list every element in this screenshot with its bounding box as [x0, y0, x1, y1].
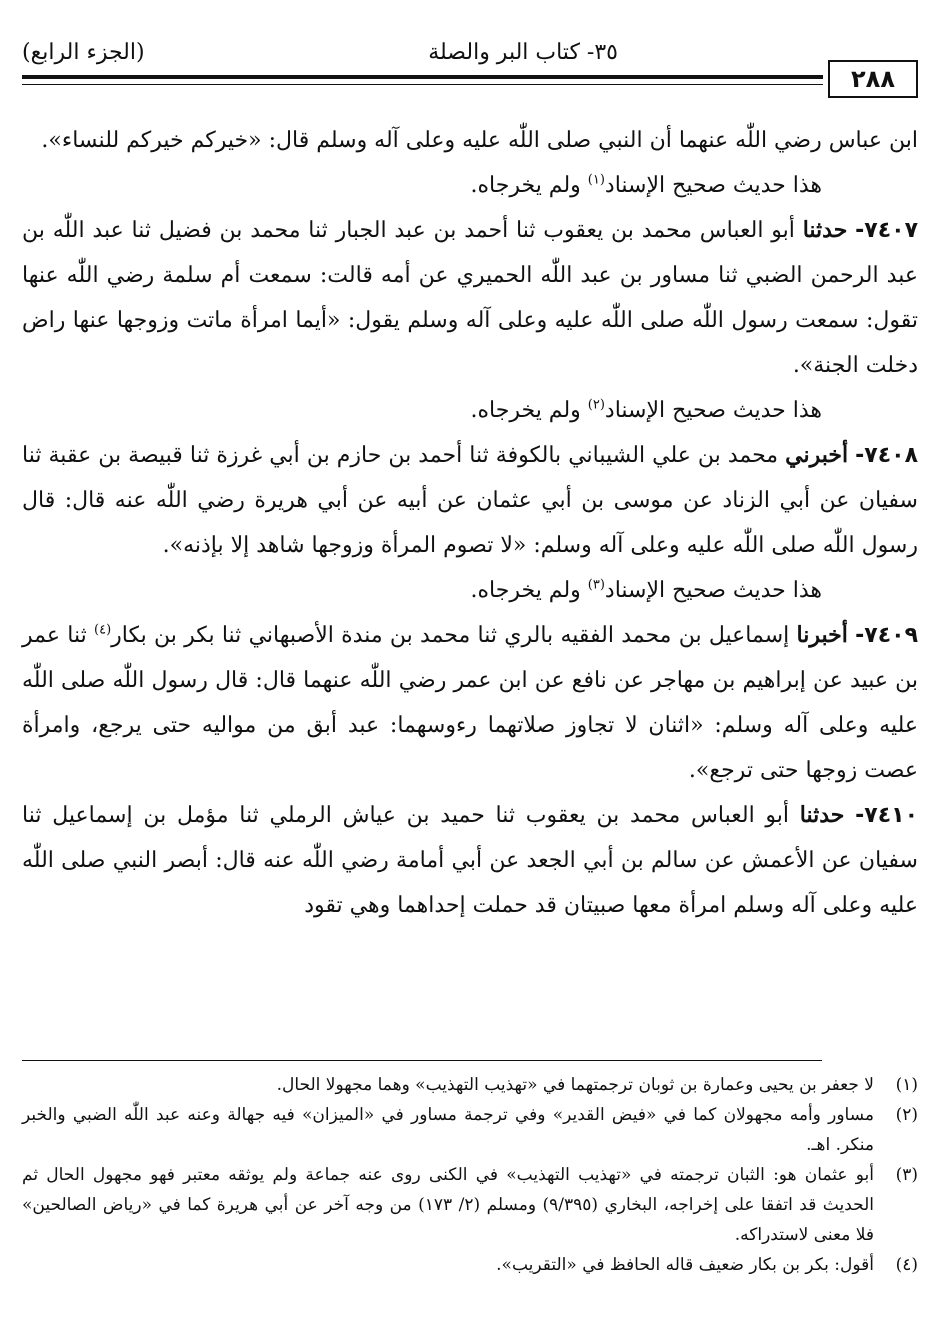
- narration-keyword: حدثنا: [802, 217, 848, 243]
- footnote-marker: (٤): [94, 622, 112, 638]
- hadith-number: ٧٤٠٨-: [855, 443, 918, 468]
- volume-label: (الجزء الرابع): [22, 40, 145, 65]
- hadith-entry: [22, 433, 918, 568]
- footnotes: [22, 1070, 918, 1280]
- running-header: [22, 40, 918, 70]
- paragraph: [22, 118, 918, 163]
- hadith-entry: [22, 208, 918, 388]
- footnote-number: (١): [895, 1075, 918, 1095]
- page-number: ٢٨٨: [828, 60, 918, 98]
- footnote-separator: [22, 1060, 822, 1061]
- hadith-number: ٧٤٠٧-: [855, 218, 918, 243]
- hadith-grading: [22, 568, 918, 613]
- narration-keyword: حدثنا: [799, 802, 845, 828]
- footnote-text: أقول: بكر بن بكار ضعيف قاله الحافظ في «التقريب».: [496, 1255, 874, 1275]
- hadith-text-continued: ثنا عمر بن عبيد عن إبراهيم بن مهاجر عن نافع عن ابن عمر رضي اللّٰه عنهما قال: قال رسول اللّٰه صلى اللّٰه عليه وعلى آله وسلم: «اثنان لا تجاوز صلاتهما رءوسهما: عبد أبق من مواليه حتى يرجع، وامرأة عصت زوجها حتى ترجع».: [22, 623, 918, 783]
- footnote-marker: (٢): [587, 397, 605, 413]
- footnote: [22, 1070, 918, 1100]
- hadith-number: ٧٤١٠-: [855, 803, 918, 828]
- footnote-number: (٤): [895, 1255, 918, 1275]
- hadith-entry: [22, 613, 918, 793]
- footnote: [22, 1100, 918, 1160]
- grading-tail: ولم يخرجاه.: [470, 173, 588, 198]
- hadith-text: محمد بن علي الشيباني بالكوفة ثنا أحمد بن حازم بن أبي غرزة ثنا قبيصة بن عقبة ثنا سفيان عن أبي الزناد عن موسى بن أبي عثمان عن أبيه عن أبي هريرة رضي اللّٰه عنه قال: قال رسول اللّٰه صلى اللّٰه عليه وعلى آله وسلم: «لا تصوم المرأة وزوجها شاهد إلا بإذنه».: [22, 443, 918, 558]
- footnote-text: أبو عثمان هو: الثبان ترجمته في «تهذيب التهذيب» في الكنى روى عنه جماعة ولم يوثقه معتبر فهو مجهول الحال ثم الحديث قد اتفقا على إخراجه، البخاري (٩/٣٩٥) ومسلم (٢/ ١٧٣) من وجه آخر عن أبي هريرة كما في «رياض الصالحين» فلا معنى لاستدراكه.: [22, 1165, 875, 1245]
- footnote-marker: (٣): [587, 577, 605, 593]
- footnote-text: مساور وأمه مجهولان كما في «فيض القدير» وفي ترجمة مساور في «الميزان» فيه جهالة وعنه عبد اللّٰه الضبي والخبر منكر. اهـ.: [22, 1105, 874, 1155]
- narration-keyword: أخبرنا: [796, 622, 848, 648]
- hadith-grading: [22, 388, 918, 433]
- footnote-text: لا جعفر بن يحيى وعمارة بن ثوبان ترجمتهما في «تهذيب التهذيب» وهما مجهولا الحال.: [276, 1075, 874, 1095]
- footnote-number: (٢): [895, 1105, 918, 1125]
- grading-text: هذا حديث صحيح الإسناد: [604, 173, 822, 198]
- footnote: [22, 1160, 918, 1250]
- hadith-grading: [22, 163, 918, 208]
- hadith-entry: [22, 793, 918, 928]
- grading-tail: ولم يخرجاه.: [470, 578, 588, 603]
- main-text: [22, 118, 918, 928]
- chapter-title: ٣٥- كتاب البر والصلة: [428, 40, 618, 65]
- hadith-text: إسماعيل بن محمد الفقيه بالري ثنا محمد بن مندة الأصبهاني ثنا بكر بن بكار: [111, 623, 797, 648]
- narration-keyword: أخبرني: [785, 442, 849, 468]
- grading-tail: ولم يخرجاه.: [470, 398, 588, 423]
- paragraph-text: ابن عباس رضي اللّٰه عنهما أن النبي صلى اللّٰه عليه وعلى آله وسلم قال: «خيركم خيركم للنساء».: [41, 128, 918, 153]
- footnote-number: (٣): [895, 1165, 918, 1185]
- footnote: [22, 1250, 918, 1280]
- hadith-text: أبو العباس محمد بن يعقوب ثنا أحمد بن عبد الجبار ثنا محمد بن فضيل ثنا عبد اللّٰه بن عبد الرحمن الضبي ثنا مساور بن عبد اللّٰه الحميري عن أمه قالت: سمعت أم سلمة رضي اللّٰه عنها تقول: سمعت رسول اللّٰه صلى اللّٰه عليه وعلى آله وسلم يقول: «أيما امرأة ماتت وزوجها عنها راض دخلت الجنة».: [22, 218, 918, 378]
- hadith-number: ٧٤٠٩-: [855, 623, 919, 648]
- grading-text: هذا حديث صحيح الإسناد: [604, 578, 822, 603]
- footnote-marker: (١): [587, 172, 605, 188]
- grading-text: هذا حديث صحيح الإسناد: [604, 398, 822, 423]
- header-rule: [22, 75, 823, 85]
- book-page: [22, 30, 919, 1329]
- hadith-text: أبو العباس محمد بن يعقوب ثنا حميد بن عياش الرملي ثنا مؤمل بن إسماعيل ثنا سفيان عن الأعمش عن سالم بن أبي الجعد عن أبي أمامة رضي اللّٰه عنه قال: أبصر النبي صلى اللّٰه عليه وعلى آله وسلم امرأة معها صبيتان قد حملت إحداهما وهي تقود: [22, 803, 918, 918]
